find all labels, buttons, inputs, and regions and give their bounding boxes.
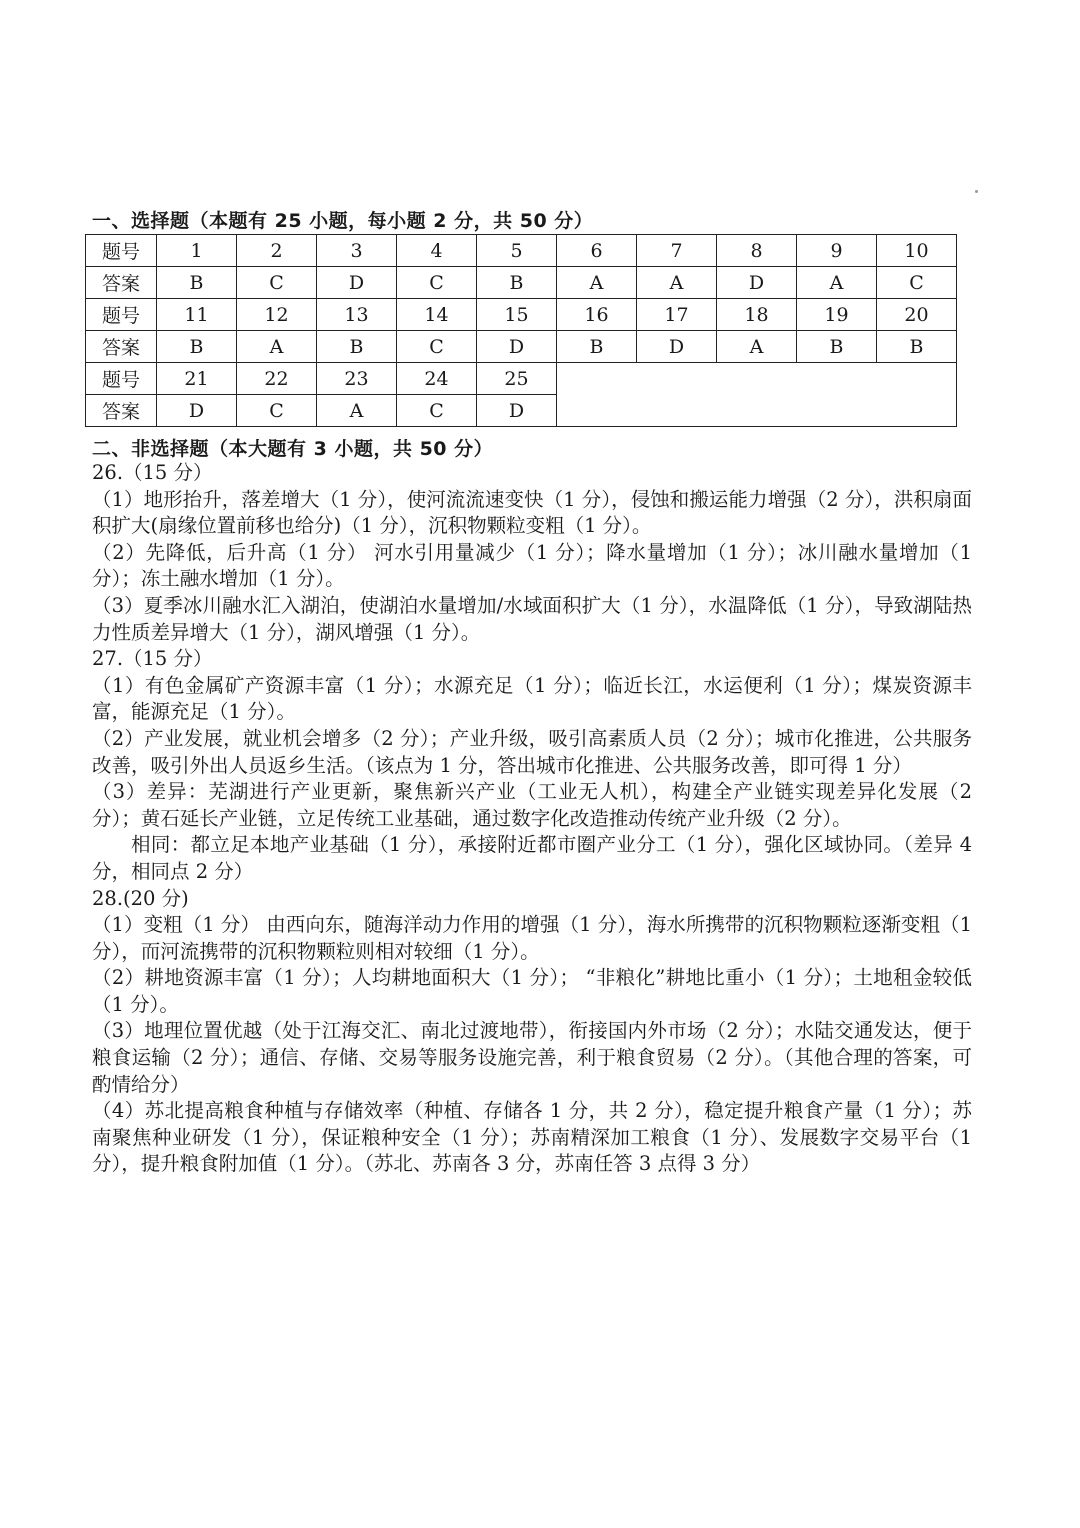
table-cell: B [797, 331, 877, 363]
table-cell: 9 [797, 235, 877, 267]
table-cell: B [477, 267, 557, 299]
table-cell: C [397, 331, 477, 363]
table-cell: 20 [877, 299, 957, 331]
table-cell: A [717, 331, 797, 363]
table-cell: 17 [637, 299, 717, 331]
table-cell: 2 [237, 235, 317, 267]
table-cell: 13 [317, 299, 397, 331]
answer-paragraph: （1）有色金属矿产资源丰富（1 分）；水源充足（1 分）；临近长江，水运便利（1 分）；煤炭资源丰富，能源充足（1 分）。 [92, 673, 972, 724]
table-cell: 4 [397, 235, 477, 267]
table-cell: 7 [637, 235, 717, 267]
row-label: 题号 [86, 363, 157, 395]
answer-table [85, 234, 957, 427]
answer-paragraph: （3）夏季冰川融水汇入湖泊，使湖泊水量增加/水域面积扩大（1 分），水温降低（1 分），导致湖陆热力性质差异增大（1 分），湖风增强（1 分）。 [92, 593, 972, 644]
table-cell: 22 [237, 363, 317, 395]
blank-cell [557, 363, 957, 427]
table-cell: C [237, 395, 317, 427]
row-label: 答案 [86, 331, 157, 363]
answer-paragraph: （1）变粗（1 分） 由西向东，随海洋动力作用的增强（1 分），海水所携带的沉积物颗粒逐渐变粗（1 分），而河流携带的沉积物颗粒则相对较细（1 分）。 [92, 913, 972, 963]
table-cell: 14 [397, 299, 477, 331]
table-cell: 5 [477, 235, 557, 267]
table-cell: A [557, 267, 637, 299]
table-cell: 1 [157, 235, 237, 267]
table-cell: 8 [717, 235, 797, 267]
table-cell: 12 [237, 299, 317, 331]
question-header: 26.（15 分） [92, 461, 213, 484]
answer-table-row [86, 235, 957, 267]
answer-paragraph: （4）苏北提高粮食种植与存储效率（种植、存储各 1 分，共 2 分），稳定提升粮食产量（1 分）；苏南聚焦种业研发（1 分），保证粮种安全（1 分）；苏南精深加工粮食（1 分）、发展数字交易平台（1 分），提升粮食附加值（1 分）。（苏北、苏南各 3 分，苏南任答 3 点得 3 分） [92, 1099, 972, 1176]
answer-paragraph: （1）地形抬升，落差增大（1 分），使河流流速变快（1 分），侵蚀和搬运能力增强（2 分），洪积扇面积扩大(扇缘位置前移也给分)（1 分），沉积物颗粒变粗（1 分）。 [92, 487, 972, 538]
table-cell: D [317, 267, 397, 299]
table-cell: 11 [157, 299, 237, 331]
table-cell: 18 [717, 299, 797, 331]
answer-table-row [86, 267, 957, 299]
table-cell: B [557, 331, 637, 363]
table-cell: 16 [557, 299, 637, 331]
table-cell: 25 [477, 363, 557, 395]
answer-table-body [86, 235, 957, 427]
table-cell: D [477, 331, 557, 363]
table-cell: A [637, 267, 717, 299]
answer-paragraph: （2）先降低，后升高（1 分） 河水引用量减少（1 分）；降水量增加（1 分）；冰川融水量增加（1 分）；冻土融水增加（1 分）。 [92, 540, 972, 591]
table-cell: 21 [157, 363, 237, 395]
table-cell: A [797, 267, 877, 299]
table-cell: B [877, 331, 957, 363]
answer-paragraph: （3）差异：芜湖进行产业更新，聚焦新兴产业（工业无人机），构建全产业链实现差异化发展（2 分）；黄石延长产业链，立足传统工业基础，通过数字化改造推动传统产业升级（2 分）。 [92, 780, 972, 830]
row-label: 题号 [86, 299, 157, 331]
table-cell: D [477, 395, 557, 427]
table-cell: 24 [397, 363, 477, 395]
answer-table-row [86, 331, 957, 363]
row-label: 题号 [86, 235, 157, 267]
row-label: 答案 [86, 267, 157, 299]
table-cell: C [877, 267, 957, 299]
answer-paragraph: 相同：都立足本地产业基础（1 分），承接附近都市圈产业分工（1 分），强化区域协同。（差异 4 分，相同点 2 分） [92, 833, 972, 883]
answer-content [92, 460, 972, 1178]
answer-table-row [86, 363, 957, 395]
table-cell: C [397, 267, 477, 299]
answer-paragraph: （3）地理位置优越（处于江海交汇、南北过渡地带），衔接国内外市场（2 分）；水陆交通发达，便于粮食运输（2 分）；通信、存储、交易等服务设施完善，利于粮食贸易（2 分）。（其他合理的答案，可酌情给分） [92, 1019, 972, 1096]
table-cell: B [157, 267, 237, 299]
table-cell: 10 [877, 235, 957, 267]
section-2-title: 二、非选择题（本大题有 3 小题，共 50 分） [92, 438, 494, 460]
table-cell: 23 [317, 363, 397, 395]
scan-speck [975, 190, 978, 193]
table-cell: A [317, 395, 397, 427]
table-cell: 15 [477, 299, 557, 331]
table-cell: A [237, 331, 317, 363]
row-label: 答案 [86, 395, 157, 427]
section-1-title: 一、选择题（本题有 25 小题，每小题 2 分，共 50 分） [92, 210, 594, 232]
table-cell: 6 [557, 235, 637, 267]
table-cell: C [237, 267, 317, 299]
answer-paragraph: （2）产业发展，就业机会增多（2 分）；产业升级，吸引高素质人员（2 分）；城市化推进，公共服务改善，吸引外出人员返乡生活。（该点为 1 分，答出城市化推进、公共服务改善，即可得 1 分） [92, 726, 972, 777]
answer-table-row [86, 299, 957, 331]
answer-paragraph: （2）耕地资源丰富（1 分）；人均耕地面积大（1 分）； “非粮化”耕地比重小（1 分）；土地租金较低（1 分）。 [92, 966, 972, 1016]
table-cell: D [637, 331, 717, 363]
table-cell: C [397, 395, 477, 427]
table-cell: D [157, 395, 237, 427]
table-cell: B [317, 331, 397, 363]
table-cell: D [717, 267, 797, 299]
table-cell: B [157, 331, 237, 363]
question-header: 27.（15 分） [92, 647, 213, 671]
table-cell: 3 [317, 235, 397, 267]
question-header: 28.(20 分) [92, 886, 189, 910]
table-cell: 19 [797, 299, 877, 331]
